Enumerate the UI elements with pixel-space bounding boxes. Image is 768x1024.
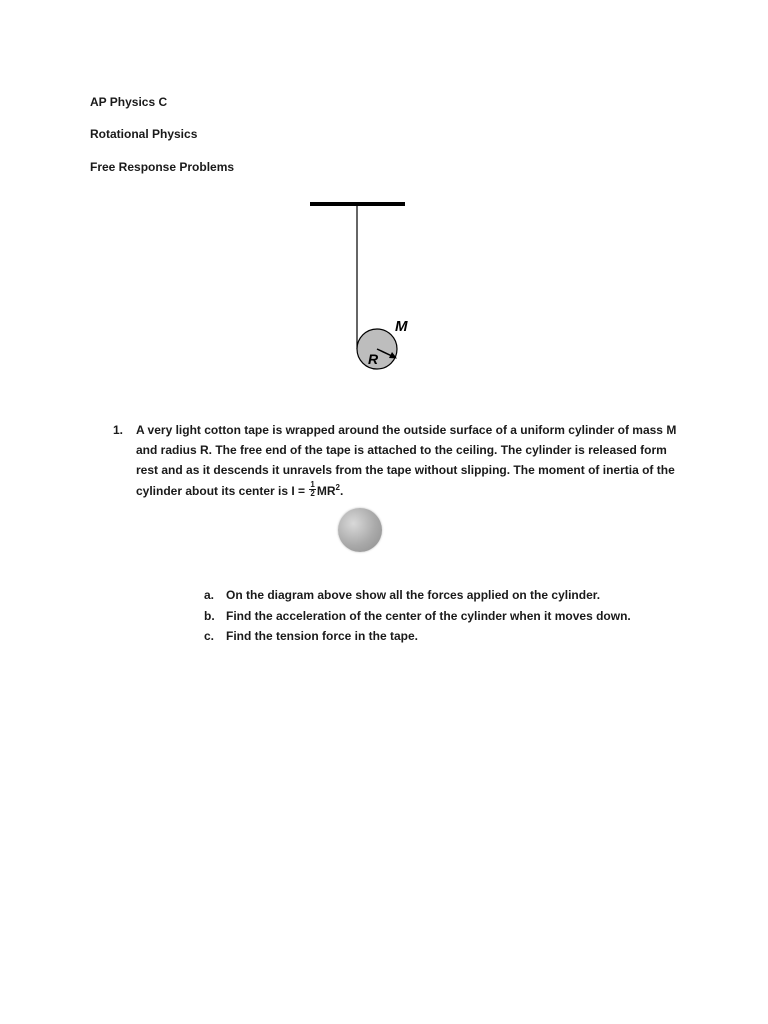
problem-text-line: and radius R. The free end of the tape is attached to the ceiling. The cylinder is released form [136, 443, 667, 457]
inertia-mr: MR [316, 484, 336, 498]
cylinder-sphere-image [338, 508, 382, 552]
part-text: On the diagram above show all the forces applied on the cylinder. [226, 588, 601, 602]
section-title: Free Response Problems [90, 160, 235, 174]
problem-number: 1. [113, 423, 124, 437]
fraction-numerator: 1 [310, 480, 315, 490]
mass-label: M [395, 318, 408, 335]
unit-title: Rotational Physics [90, 127, 198, 141]
course-title: AP Physics C [90, 95, 168, 109]
part-text: Find the acceleration of the center of the cylinder when it moves down. [226, 609, 631, 623]
inertia-prefix: cylinder about its center is I = [136, 484, 309, 498]
part-letter: b. [204, 609, 215, 623]
one-half-fraction [309, 481, 315, 498]
part-letter: c. [204, 629, 215, 643]
problem-text-line: rest and as it descends it unravels from the tape without slipping. The moment of inertia of the [136, 463, 675, 477]
part-text: Find the tension force in the tape. [226, 629, 419, 643]
inertia-exponent: 2 [335, 483, 340, 492]
radius-label: R [368, 351, 379, 367]
inertia-end: . [339, 484, 344, 498]
problem-text-line [136, 480, 344, 499]
fraction-denominator: 2 [310, 489, 315, 499]
yo-yo-diagram [300, 195, 420, 380]
problem-text-line: A very light cotton tape is wrapped around the outside surface of a uniform cylinder of mass M [136, 423, 677, 437]
part-letter: a. [204, 588, 215, 602]
